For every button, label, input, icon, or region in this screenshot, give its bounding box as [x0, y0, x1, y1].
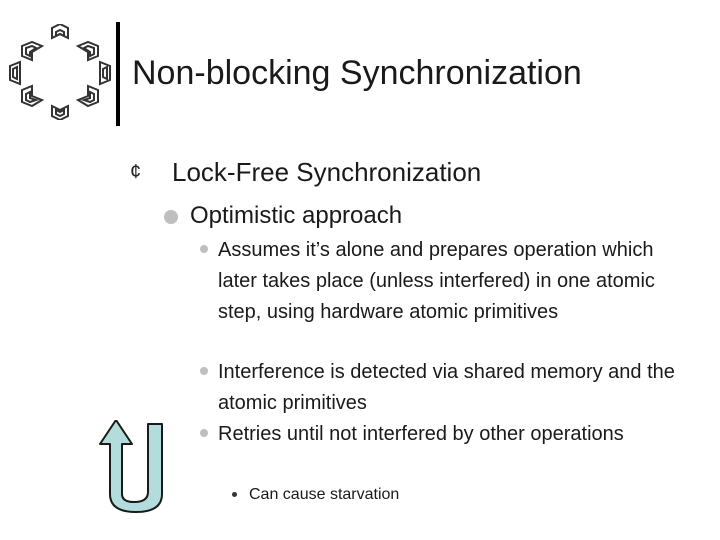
tiny-dot-icon: [232, 492, 237, 497]
bullet-level4: [232, 483, 399, 507]
small-dot-icon: [200, 429, 208, 437]
title-divider: [116, 22, 120, 126]
u-turn-arrow-icon: [96, 420, 186, 516]
bullet-level1: [130, 152, 481, 192]
bullet-level3-text: Assumes it’s alone and prepares operation which later takes place (unless interfered) in one atomic step, using hardware atomic primitives: [218, 239, 655, 323]
bullet-level3-item: [200, 357, 688, 419]
bullet-level3-text: Interference is detected via shared memory and the atomic primitives: [218, 361, 675, 414]
bullet-level2-text: Optimistic approach: [190, 202, 403, 229]
bullet-level2: [164, 198, 402, 234]
bullet-level1-text: Lock-Free Synchronization: [172, 157, 482, 187]
bullet-level3-text: Retries until not interfered by other operations: [218, 423, 624, 445]
bullet-level4-text: Can cause starvation: [249, 486, 400, 503]
small-dot-icon: [200, 245, 208, 253]
impossible-triangle-logo-icon: [8, 24, 112, 120]
bullet-level3-item: [200, 235, 688, 328]
slide-title: Non-blocking Synchronization: [132, 54, 582, 92]
open-circle-icon: ¢: [130, 161, 142, 183]
bullet-level3-item: [200, 419, 688, 450]
small-dot-icon: [200, 367, 208, 375]
gray-dot-icon: [164, 210, 178, 224]
